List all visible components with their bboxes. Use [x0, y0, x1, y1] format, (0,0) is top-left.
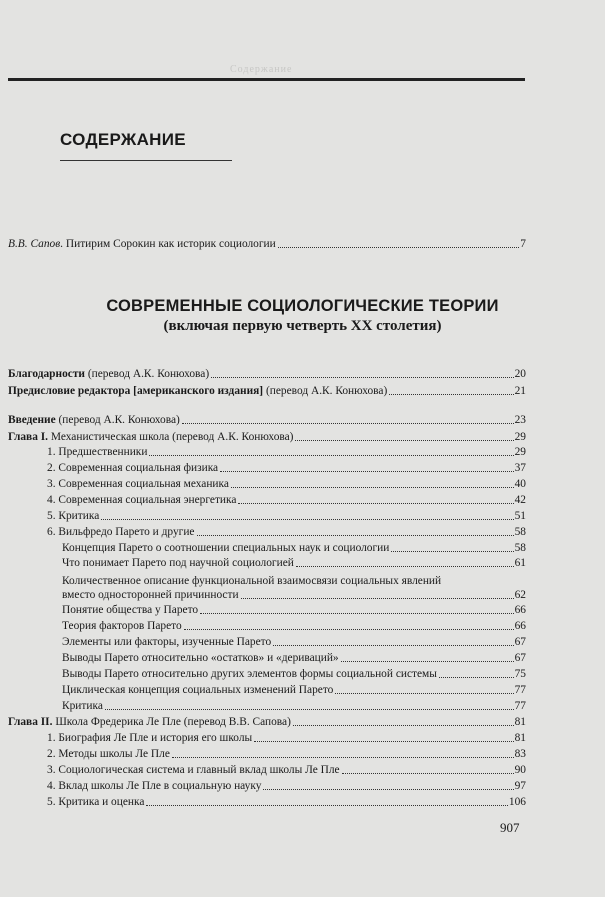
toc-section[interactable]: 4. Вклад школы Ле Пле в социальную науку 97 [47, 780, 526, 792]
toc-subsection[interactable]: вместо односторонней причинности 62 [62, 589, 526, 601]
heading-underline [60, 160, 232, 161]
page-number: 907 [500, 820, 520, 835]
toc-section[interactable]: 1. Предшественники 29 [47, 446, 526, 458]
toc-subsection[interactable]: Теория факторов Парето 66 [62, 620, 526, 632]
leader-dots [389, 394, 513, 395]
toc-section[interactable]: 3. Современная социальная механика 40 [47, 478, 526, 490]
toc-page: 7 [520, 238, 526, 250]
toc-section[interactable]: 2. Современная социальная физика 37 [47, 462, 526, 474]
book-title: СОВРЕМЕННЫЕ СОЦИОЛОГИЧЕСКИЕ ТЕОРИИ [106, 297, 499, 315]
toc-subsection[interactable]: Циклическая концепция социальных изменений Парето 77 [62, 684, 526, 696]
toc-entry-chapter-2[interactable]: Глава II. Школа Фредерика Ле Пле (перевод В.В. Сапова) 81 [8, 716, 526, 728]
toc-subsection[interactable]: Выводы Парето относительно «остатков» и «дериваций» 67 [62, 652, 526, 664]
toc-section[interactable]: 1. Биография Ле Пле и история его школы 81 [47, 732, 526, 744]
leader-dots [278, 247, 520, 248]
leader-dots [293, 725, 514, 726]
toc-section[interactable]: 5. Критика 51 [47, 510, 526, 522]
toc-entry-editor-preface[interactable]: Предисловие редактора [американского издания] (перевод А.К. Конюхова) 21 [8, 385, 526, 397]
leader-dots [211, 377, 513, 378]
toc-section[interactable]: 3. Социологическая система и главный вклад школы Ле Пле 90 [47, 764, 526, 776]
header-rule [8, 78, 525, 81]
toc-section[interactable]: 2. Методы школы Ле Пле 83 [47, 748, 526, 760]
intro-author: В.В. Сапов [8, 238, 61, 250]
toc-entry-chapter-1[interactable]: Глава I. Механистическая школа (перевод А.К. Конюхова) 29 [8, 431, 526, 443]
toc-subsection[interactable]: Элементы или факторы, изученные Парето 67 [62, 636, 526, 648]
contents-heading: СОДЕРЖАНИЕ [60, 130, 186, 149]
running-header: Содержание [230, 64, 293, 75]
leader-dots [182, 423, 514, 424]
toc-entry-acknowledgements[interactable]: Благодарности (перевод А.К. Конюхова) 20 [8, 368, 526, 380]
toc-subsection[interactable]: Понятие общества у Парето 66 [62, 604, 526, 616]
toc-subsection[interactable]: Концепция Парето о соотношении специальных наук и социологии 58 [62, 542, 526, 554]
toc-section[interactable]: 4. Современная социальная энергетика 42 [47, 494, 526, 506]
toc-section[interactable]: 5. Критика и оценка 106 [47, 796, 526, 808]
toc-section[interactable]: 6. Вильфредо Парето и другие 58 [47, 526, 526, 538]
toc-subsection[interactable]: Критика 77 [62, 700, 526, 712]
book-subtitle: (включая первую четверть XX столетия) [163, 318, 442, 334]
toc-subsection[interactable]: Выводы Парето относительно других элементов формы социальной системы 75 [62, 668, 526, 680]
toc-entry-introduction[interactable]: Введение (перевод А.К. Конюхова) 23 [8, 414, 526, 426]
leader-dots [295, 440, 513, 441]
toc-entry-intro[interactable] [8, 238, 526, 251]
intro-title: . Питирим Сорокин как историк социологии [60, 238, 276, 250]
toc-subsection[interactable]: Что понимает Парето под научной социологией 61 [62, 557, 526, 569]
toc-subsection-first-line[interactable]: Количественное описание функциональной взаимосвязи социальных явлений [62, 575, 442, 587]
